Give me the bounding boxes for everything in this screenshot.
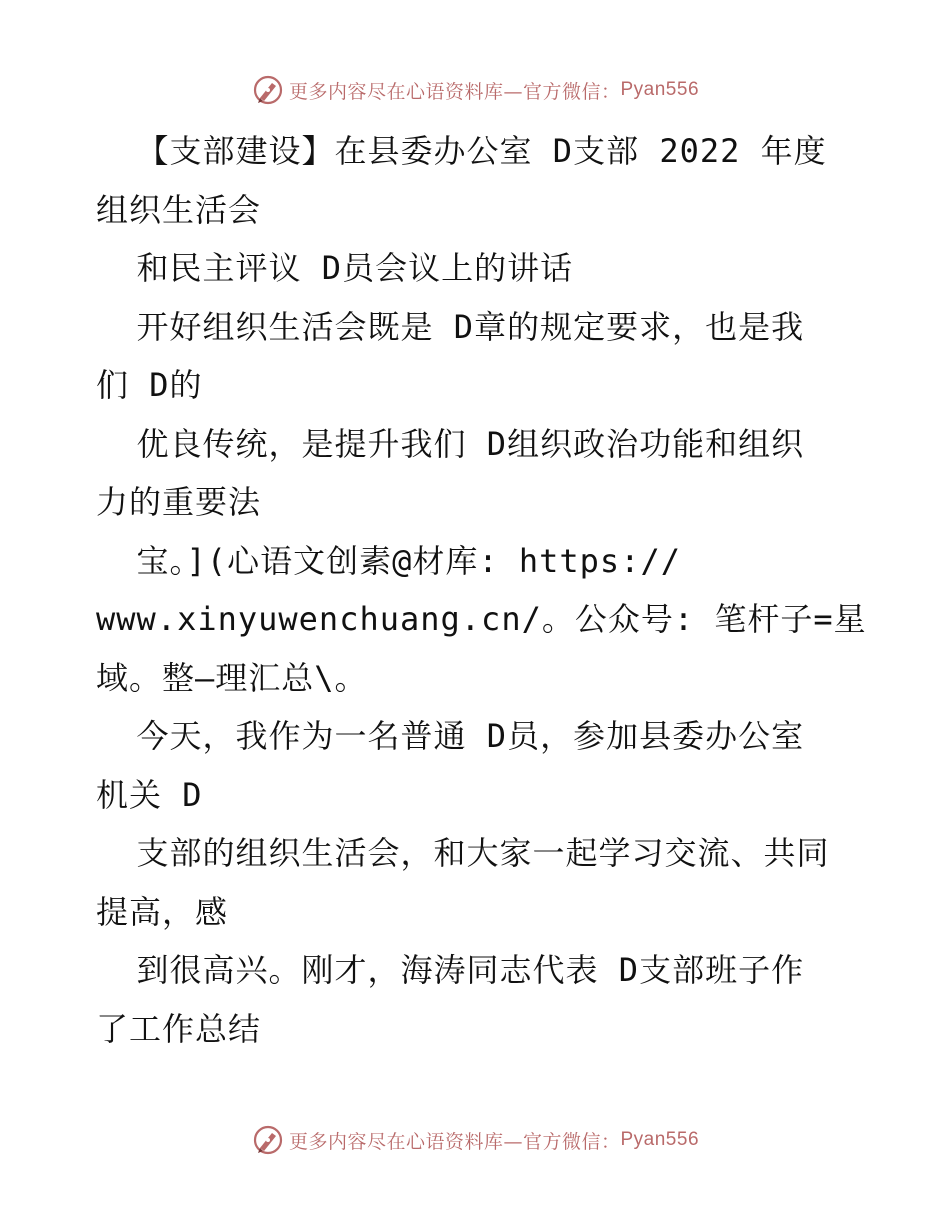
body-line-7: 力的重要法 — [96, 483, 262, 521]
body-line-2: 组织生活会 — [96, 190, 262, 229]
body-line-14: 提高，感 — [96, 892, 229, 931]
body-line-6: 优良传统，是提升我们 D组织政治功能和组织 — [96, 424, 805, 463]
body-line-4: 开好组织生活会既是 D章的规定要求，也是我 — [96, 307, 805, 346]
watermark-contact: Pyan556 — [620, 1129, 700, 1150]
watermark-text: 更多内容尽在心语资料库—官方微信： — [288, 1130, 621, 1153]
body-line-10: 域。整—理汇总\。 — [96, 658, 368, 697]
body-line-13: 支部的组织生活会，和大家一起学习交流、共同 — [96, 834, 830, 872]
body-line-5: 们 D的 — [96, 366, 203, 404]
watermark-text: 更多内容尽在心语资料库—官方微信： — [288, 80, 621, 103]
header-watermark — [0, 70, 950, 110]
body-line-16: 了工作总结 — [96, 1009, 262, 1048]
pen-logo-icon — [251, 1123, 285, 1157]
body-line-11: 今天，我作为一名普通 D员，参加县委办公室 — [96, 717, 805, 755]
body-line-3: 和民主评议 D员会议上的讲话 — [96, 249, 574, 287]
watermark-contact: Pyan556 — [620, 79, 700, 100]
body-line-1: 【支部建设】在县委办公室 D支部 2022 年度 — [96, 132, 827, 170]
body-line-12: 机关 D — [96, 775, 203, 814]
body-line-8: 宝。](心语文创素@材库: https:// — [96, 541, 681, 580]
document-body — [96, 122, 867, 1058]
body-line-15: 到很高兴。刚才，海涛同志代表 D支部班子作 — [96, 951, 805, 989]
pen-logo-icon — [251, 73, 285, 107]
footer-watermark — [0, 1120, 950, 1160]
body-line-9: www.xinyuwenchuang.cn/。公众号: 笔杆子=星 — [96, 600, 867, 638]
